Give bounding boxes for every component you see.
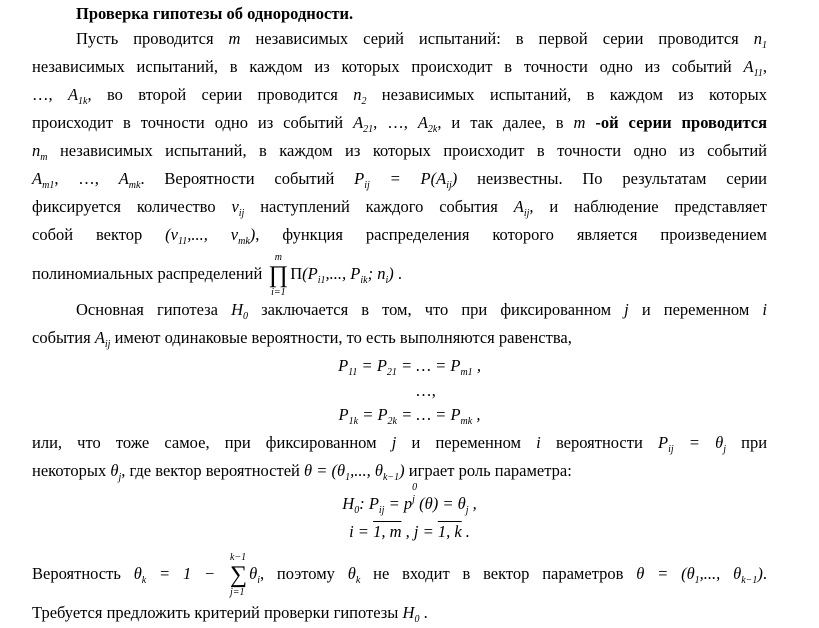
para2-line1: Основная гипотеза $H_0$ заключается в том, что при фиксированном j и переменном i bbox=[76, 300, 767, 322]
equation-row-2: $P_{1k} = P_{2k}$ = … = $P_{mk}$ , bbox=[338, 405, 481, 427]
para2-line3: или, что тоже самое, при фиксированном j и переменном i вероятности $P_{ij} = \theta_j$ при bbox=[32, 433, 768, 455]
para1-line6: $A_{m1}$, …, $A_{mk}$. Вероятности событий $P_{ij} = P(A_{ij})$ неизвестны. По результатам серии bbox=[32, 169, 767, 191]
para1-line1: Пусть проводится m независимых серий испытаний: в первой серии проводится $n_1$ bbox=[76, 29, 767, 51]
para3-line2: Требуется предложить критерий проверки гипотезы $H_0$ . bbox=[32, 603, 428, 625]
para1-line9: полиномиальных распределений m ∏ i=1 $\Pi(P_{i1}$,..., $P_{ik}$; $n_i$) . bbox=[32, 252, 402, 298]
para1-line2: независимых испытаний, в каждом из которых происходит в точности одно из событий $A_{11}$, bbox=[32, 57, 767, 79]
equation-row-1: $P_{11} = P_{21}$ = … = $P_{m1}$ , bbox=[338, 356, 481, 378]
para3-line1: Вероятность $\theta_k = 1$ − k−1 ∑ j=1 $\theta_i$, поэтому $\theta_k$ не входит в вектор параметров $\theta = (\theta_1$,..., $\theta_{k-1}$). bbox=[32, 552, 768, 598]
para1-line7: фиксируется количество $\nu_{ij}$ наступлений каждого события $A_{ij}$, и наблюдение представляет bbox=[32, 197, 768, 219]
sum-operator: k−1 ∑ j=1 bbox=[230, 552, 248, 598]
para1-line5: $n_m$ независимых испытаний, в каждом из которых происходит в точности одно из событий bbox=[32, 141, 768, 163]
product-operator: m ∏ i=1 bbox=[268, 252, 289, 298]
hypothesis-h0: $H_0$: $P_{ij} = p$ 0 j $(\theta) = \theta_j$ , bbox=[342, 482, 477, 516]
para1-line3: …, $A_{1k}$, во второй серии проводится $n_2$ независимых испытаний, в каждом из которых bbox=[32, 85, 768, 107]
para2-line4: некоторых $\theta_j$, где вектор вероятностей $\theta = (\theta_1$,..., $\theta_{k-1}$) играет роль параметра: bbox=[32, 461, 572, 483]
para1-line8: собой вектор ($\nu_{11}$,..., $\nu_{mk}$), функция распределения которого является произведением bbox=[32, 225, 767, 247]
index-range: i = 1, m , j = 1, k . bbox=[349, 522, 470, 541]
para2-line2: события $A_{ij}$ имеют одинаковые вероятности, то есть выполняются равенства, bbox=[32, 328, 572, 350]
equation-dots: …, bbox=[415, 381, 436, 400]
section-heading: Проверка гипотезы об однородности. bbox=[76, 4, 354, 23]
para1-line4: происходит в точности одно из событий $A_{21}$, …, $A_{2k}$, и так далее, в m -ой серии проводится bbox=[32, 113, 768, 135]
